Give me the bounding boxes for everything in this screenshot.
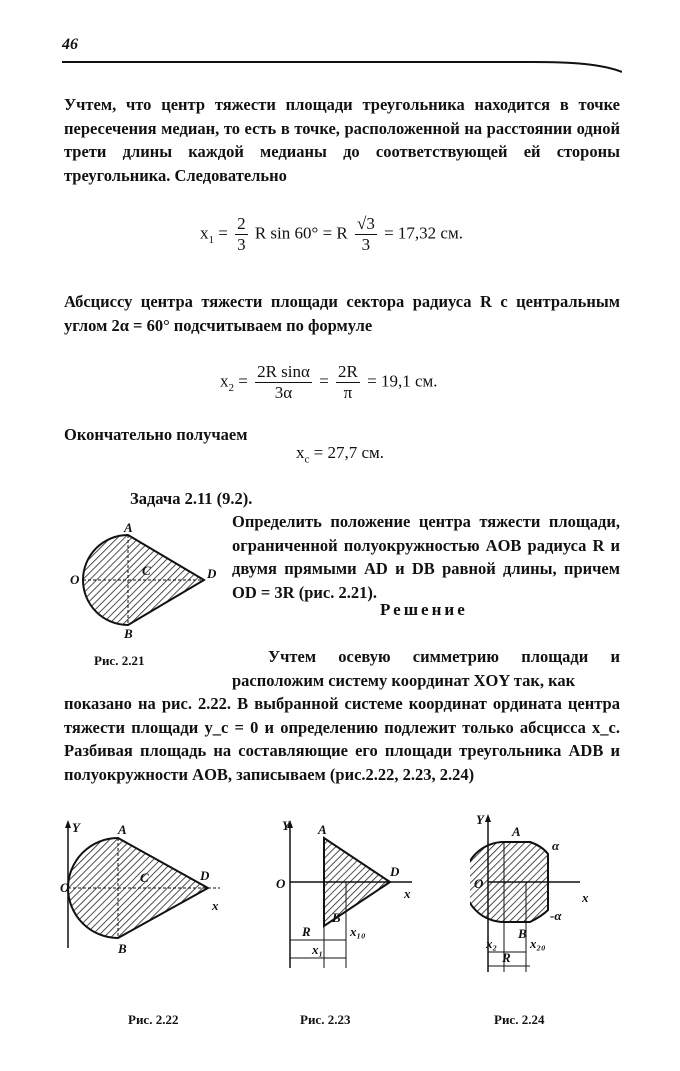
fig24-label-neg-alpha: -α: [550, 908, 562, 923]
fig22-label-b: B: [118, 941, 127, 956]
fig23-label-x: x: [404, 886, 411, 901]
fig22-label-y: Y: [72, 820, 80, 835]
paragraph-2: Абсциссу центра тяжести площади сектора радиуса R с центральным углом 2α = 60° подсчитываем по формуле: [64, 292, 620, 335]
figure-2-24: [470, 812, 610, 982]
task-title: Задача 2.11 (9.2).: [130, 489, 253, 508]
fig24-label-a: A: [512, 824, 521, 839]
formula-xc: $x_c = 27,7$ см.: [296, 443, 385, 466]
paragraph-4-first: Учтем осевую симметрию площади и расположим систему координат XOY так, как: [232, 647, 620, 690]
paragraph-1: Учтем, что центр тяжести площади треугольника находится в точке пересечения медиан, то есть в точке, расположенной на расстоянии одной трети длины каждой медианы до соответствующей ей стороны треугольника. Следовательно: [64, 95, 620, 185]
fig21-label-c: C: [142, 563, 151, 578]
fig24-label-alpha: α: [552, 838, 560, 853]
fig23-label-x10: x₁₀: [350, 924, 366, 939]
fig23-label-o: O: [276, 876, 286, 891]
fig21-label-a: A: [124, 520, 133, 535]
paragraph-3: Окончательно получаем: [64, 425, 248, 444]
caption-fig-2-21: Рис. 2.21: [94, 653, 145, 668]
page-number: 46: [62, 36, 78, 53]
figure-2-23: [272, 818, 432, 978]
solution-heading: Решение: [380, 600, 468, 619]
fig22-label-d: D: [200, 868, 210, 883]
fig23-label-a: A: [318, 822, 327, 837]
fig23-label-y: Y: [282, 818, 290, 833]
fig22-label-o: O: [60, 880, 70, 895]
header-rule: [62, 56, 622, 76]
fig24-label-x: x: [582, 890, 589, 905]
fig23-label-x1: x₁: [312, 942, 324, 957]
formula-x1: $x_1$ = $\frac{2}{3}$ R sin 60° = R $\frac{√3}{3}$ = 17,32 см.: [200, 214, 463, 254]
caption-fig-2-24: Рис. 2.24: [494, 1012, 545, 1027]
fig22-label-a: A: [118, 822, 127, 837]
task-text: Определить положение центра тяжести площади, ограниченной полуокружностью AOB радиуса R и двумя прямыми AD и DB равной длины, причем OD = 3R (рис. 2.21).: [232, 512, 620, 602]
fig24-label-o: O: [474, 876, 484, 891]
fig23-label-b: B: [332, 910, 341, 925]
task-title-line: [130, 487, 620, 511]
formula-x2: $x_2$ = $\frac{\text{2R sinα}}{3\alpha}$ = $\frac{2R}{\pi}$ = 19,1 см.: [220, 362, 438, 402]
fig24-label-xc: x₂: [486, 936, 498, 951]
fig24-label-x20: x₂₀: [530, 936, 546, 951]
figure-2-21: [64, 520, 224, 640]
fig24-label-r: R: [502, 950, 511, 965]
fig23-label-r: R: [302, 924, 311, 939]
fig21-label-o: O: [70, 572, 80, 587]
fig22-label-x: x: [212, 898, 219, 913]
caption-fig-2-22: Рис. 2.22: [128, 1012, 179, 1027]
fig23-label-d: D: [390, 864, 400, 879]
caption-fig-2-23: Рис. 2.23: [300, 1012, 351, 1027]
fig21-label-b: B: [124, 626, 133, 640]
figure-2-22: [60, 818, 240, 968]
fig24-label-y: Y: [476, 812, 484, 827]
fig22-label-c: C: [140, 870, 149, 885]
fig24-label-b: B: [518, 926, 527, 941]
fig21-label-d: D: [207, 566, 217, 581]
paragraph-4-rest: показано на рис. 2.22. В выбранной системе координат ордината центра тяжести площади y_c = 0 и определению подлежит только абсцисса x_c. Разбивая площадь на составляющие его площади треугольника ADB и полуокружности AOB, записываем (рис.2.22, 2.23, 2.24): [64, 694, 620, 784]
